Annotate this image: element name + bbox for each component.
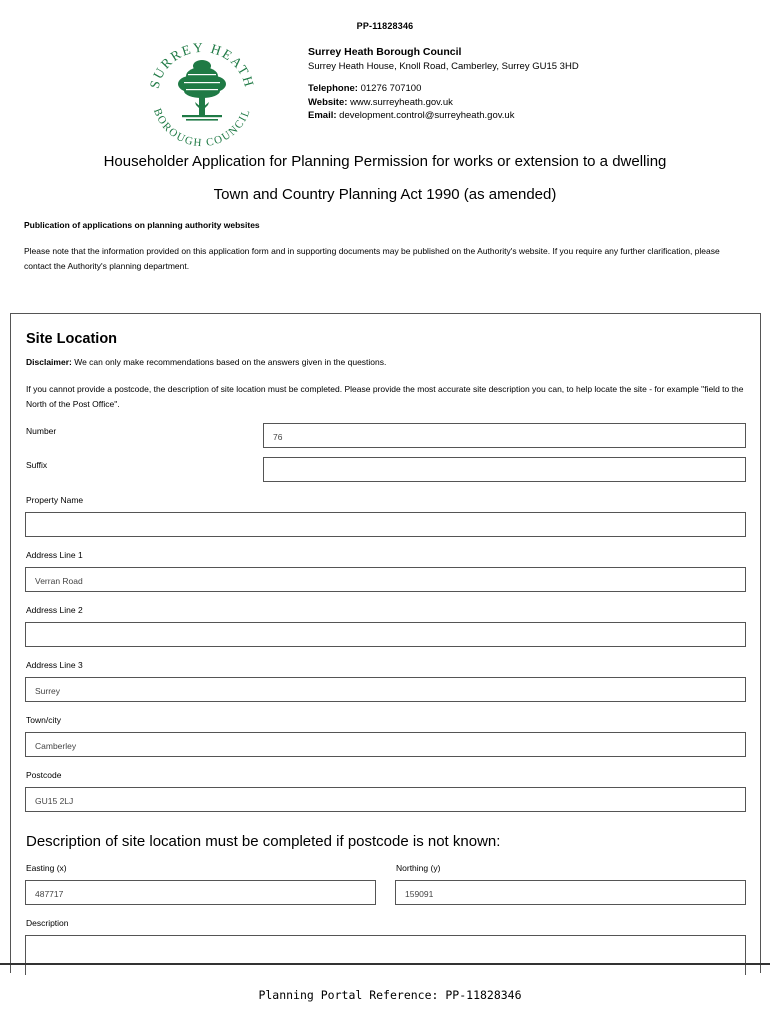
council-tree-crest-icon xyxy=(138,38,266,148)
site-location-section xyxy=(10,313,761,973)
footer-divider xyxy=(0,963,770,965)
publication-heading: Publication of applications on planning authority websites xyxy=(24,220,260,230)
northing-label: Northing (y) xyxy=(396,863,441,873)
address-line-2-label: Address Line 2 xyxy=(26,605,83,615)
postcode-label: Postcode xyxy=(26,770,62,780)
website-line xyxy=(308,96,579,110)
property-name-field[interactable] xyxy=(25,512,746,537)
telephone-value: 01276 707100 xyxy=(360,83,422,94)
publication-text: Please note that the information provided on this application form and in supporting documents may be published on the Authority's website. If you require any further clarification, please contact the Authority's planning department. xyxy=(24,246,720,271)
suffix-label: Suffix xyxy=(26,460,48,470)
number-field[interactable]: 76 xyxy=(263,423,746,448)
form-subtitle: Town and Country Planning Act 1990 (as amended) xyxy=(213,186,557,203)
address-line-3-label: Address Line 3 xyxy=(26,660,83,670)
easting-field[interactable]: 487717 xyxy=(25,880,376,905)
disclaimer-label: Disclaimer: xyxy=(26,357,72,367)
address-line-3-field[interactable]: Surrey xyxy=(25,677,746,702)
disclaimer xyxy=(26,357,386,367)
logo-text-top: SURREY HEATH xyxy=(146,39,258,91)
postcode-field[interactable]: GU15 2LJ xyxy=(25,787,746,812)
easting-label: Easting (x) xyxy=(26,863,67,873)
logo-text-bottom: BOROUGH COUNCIL xyxy=(150,106,253,148)
reference-number-top: PP-11828346 xyxy=(356,21,414,31)
description-field[interactable] xyxy=(25,935,746,975)
description-label: Description xyxy=(26,918,69,928)
address-line-1-label: Address Line 1 xyxy=(26,550,83,560)
site-location-title: Site Location xyxy=(26,331,118,347)
council-contact-block xyxy=(308,46,579,123)
footer-reference: Planning Portal Reference: PP-11828346 xyxy=(258,988,522,1002)
address-line-2-field[interactable] xyxy=(25,622,746,647)
disclaimer-text: We can only make recommendations based on the answers given in the questions. xyxy=(74,357,387,367)
email-label: Email: xyxy=(308,110,337,121)
town-city-field[interactable]: Camberley xyxy=(25,732,746,757)
town-city-label: Town/city xyxy=(26,715,61,725)
telephone-line xyxy=(308,82,579,96)
council-name: Surrey Heath Borough Council xyxy=(308,46,462,58)
email-line xyxy=(308,109,579,123)
email-link[interactable]: development.control@surreyheath.gov.uk xyxy=(339,110,515,121)
northing-field[interactable]: 159091 xyxy=(395,880,746,905)
address-line-1-field[interactable]: Verran Road xyxy=(25,567,746,592)
telephone-label: Telephone: xyxy=(308,83,358,94)
property-name-label: Property Name xyxy=(26,495,84,505)
website-link[interactable]: www.surreyheath.gov.uk xyxy=(350,96,453,108)
site-location-hint: If you cannot provide a postcode, the description of site location must be completed. Please provide the most accurate site description you can, to help locate the site - for example "field to the North of the Post Office". xyxy=(26,384,744,409)
council-address: Surrey Heath House, Knoll Road, Camberley, Surrey GU15 3HD xyxy=(308,60,579,72)
number-label: Number xyxy=(26,426,57,436)
suffix-field[interactable] xyxy=(263,457,746,482)
form-title: Householder Application for Planning Permission for works or extension to a dwelling xyxy=(103,153,667,170)
website-label: Website: xyxy=(308,96,348,108)
description-heading: Description of site location must be completed if postcode is not known: xyxy=(26,833,501,850)
